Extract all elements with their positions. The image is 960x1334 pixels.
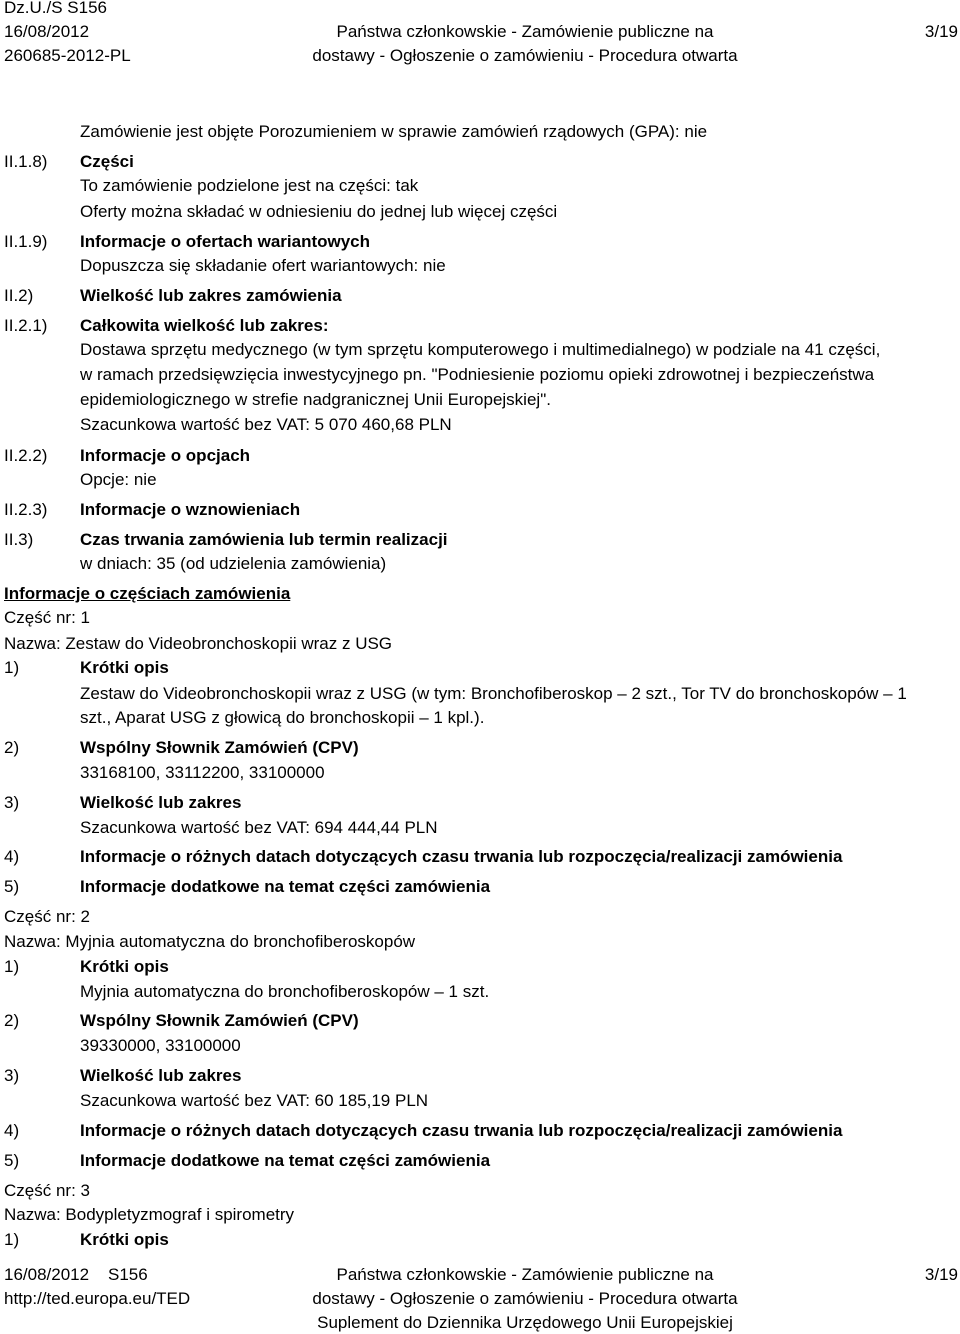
section-number: II.3) bbox=[4, 530, 34, 549]
item-heading: Wspólny Słownik Zamówień (CPV) bbox=[80, 1011, 359, 1030]
body-text: To zamówienie podzielone jest na części: tak bbox=[80, 176, 419, 195]
parts-heading: Informacje o częściach zamówienia bbox=[4, 584, 291, 603]
footer-page-number: 3/19 bbox=[924, 1265, 958, 1284]
body-text: Opcje: nie bbox=[80, 470, 157, 489]
section-number: II.2) bbox=[4, 286, 34, 305]
item-number: 5) bbox=[4, 1151, 20, 1170]
section-number: II.1.8) bbox=[4, 152, 48, 171]
section-number: II.2.3) bbox=[4, 500, 48, 519]
item-number: 3) bbox=[4, 1066, 20, 1085]
section-heading: Informacje o opcjach bbox=[80, 446, 251, 465]
part-number: Część nr: 3 bbox=[4, 1181, 90, 1200]
cpv-codes: 39330000, 33100000 bbox=[80, 1036, 241, 1055]
footer-supplement: Suplement do Dziennika Urzędowego Unii Europejskiej bbox=[317, 1313, 733, 1332]
header-journal-ref: Dz.U./S S156 bbox=[4, 0, 107, 17]
item-number: 2) bbox=[4, 738, 20, 757]
header-title-line2: dostawy - Ogłoszenie o zamówieniu - Procedura otwarta bbox=[312, 46, 738, 65]
header-date: 16/08/2012 bbox=[4, 22, 90, 41]
part-number: Część nr: 1 bbox=[4, 608, 90, 627]
footer-title-line1: Państwa członkowskie - Zamówienie publiczne na bbox=[336, 1265, 714, 1284]
part-description: Myjnia automatyczna do bronchofiberoskopów – 1 szt. bbox=[80, 982, 490, 1001]
item-number: 1) bbox=[4, 1230, 20, 1249]
section-heading: Informacje o ofertach wariantowych bbox=[80, 232, 371, 251]
section-heading: Wielkość lub zakres zamówienia bbox=[80, 286, 342, 305]
item-number: 1) bbox=[4, 658, 20, 677]
part-description: Zestaw do Videobronchoskopii wraz z USG (w tym: Bronchofiberoskop – 2 szt., Tor TV do bronchoskopów – 1 bbox=[80, 684, 907, 703]
body-text: Dopuszcza się składanie ofert wariantowych: nie bbox=[80, 256, 446, 275]
item-heading: Wielkość lub zakres bbox=[80, 793, 242, 812]
section-heading: Czas trwania zamówienia lub termin realizacji bbox=[80, 530, 448, 549]
part-name: Nazwa: Bodypletyzmograf i spirometry bbox=[4, 1205, 295, 1224]
body-text: Dostawa sprzętu medycznego (w tym sprzętu komputerowego i multimedialnego) w podziale na 41 części, bbox=[80, 340, 881, 359]
section-number: II.2.2) bbox=[4, 446, 48, 465]
footer-url[interactable]: http://ted.europa.eu/TED bbox=[4, 1289, 191, 1308]
body-text: epidemiologicznego w strefie nadgranicznej Unii Europejskiej". bbox=[80, 390, 551, 409]
footer-title-line2: dostawy - Ogłoszenie o zamówieniu - Procedura otwarta bbox=[312, 1289, 738, 1308]
item-heading: Wielkość lub zakres bbox=[80, 1066, 242, 1085]
item-heading: Krótki opis bbox=[80, 1230, 169, 1249]
body-text: w ramach przedsięwzięcia inwestycyjnego pn. "Podniesienie poziomu opieki zdrowotnej i bezpieczeństwa bbox=[80, 365, 875, 384]
header-notice-id: 260685-2012-PL bbox=[4, 46, 131, 65]
footer-date-series: 16/08/2012 S156 bbox=[4, 1265, 148, 1284]
estimated-value: Szacunkowa wartość bez VAT: 5 070 460,68 PLN bbox=[80, 415, 452, 434]
item-number: 2) bbox=[4, 1011, 20, 1030]
item-heading: Informacje o różnych datach dotyczących czasu trwania lub rozpoczęcia/realizacji zamówienia bbox=[80, 1121, 843, 1140]
section-heading: Informacje o wznowieniach bbox=[80, 500, 301, 519]
section-heading: Części bbox=[80, 152, 134, 171]
part-name: Nazwa: Zestaw do Videobronchoskopii wraz z USG bbox=[4, 634, 393, 653]
item-heading: Informacje dodatkowe na temat części zamówienia bbox=[80, 877, 491, 896]
cpv-codes: 33168100, 33112200, 33100000 bbox=[80, 763, 325, 782]
item-heading: Wspólny Słownik Zamówień (CPV) bbox=[80, 738, 359, 757]
item-number: 5) bbox=[4, 877, 20, 896]
body-text: Oferty można składać w odniesieniu do jednej lub więcej części bbox=[80, 202, 558, 221]
item-heading: Krótki opis bbox=[80, 957, 169, 976]
estimated-value: Szacunkowa wartość bez VAT: 60 185,19 PLN bbox=[80, 1091, 429, 1110]
body-text: w dniach: 35 (od udzielenia zamówienia) bbox=[80, 554, 387, 573]
item-number: 1) bbox=[4, 957, 20, 976]
item-number: 4) bbox=[4, 847, 20, 866]
item-heading: Informacje dodatkowe na temat części zamówienia bbox=[80, 1151, 491, 1170]
item-heading: Informacje o różnych datach dotyczących czasu trwania lub rozpoczęcia/realizacji zamówienia bbox=[80, 847, 843, 866]
item-heading: Krótki opis bbox=[80, 658, 169, 677]
section-heading: Całkowita wielkość lub zakres: bbox=[80, 316, 329, 335]
part-name: Nazwa: Myjnia automatyczna do bronchofiberoskopów bbox=[4, 932, 416, 951]
section-number: II.1.9) bbox=[4, 232, 48, 251]
item-number: 3) bbox=[4, 793, 20, 812]
estimated-value: Szacunkowa wartość bez VAT: 694 444,44 PLN bbox=[80, 818, 438, 837]
gpa-text: Zamówienie jest objęte Porozumieniem w sprawie zamówień rządowych (GPA): nie bbox=[80, 122, 708, 141]
part-description: szt., Aparat USG z głowicą do bronchoskopii – 1 kpl.). bbox=[80, 708, 485, 727]
header-page-number: 3/19 bbox=[924, 22, 958, 41]
item-number: 4) bbox=[4, 1121, 20, 1140]
header-title-line1: Państwa członkowskie - Zamówienie publiczne na bbox=[336, 22, 714, 41]
part-number: Część nr: 2 bbox=[4, 907, 90, 926]
section-number: II.2.1) bbox=[4, 316, 48, 335]
